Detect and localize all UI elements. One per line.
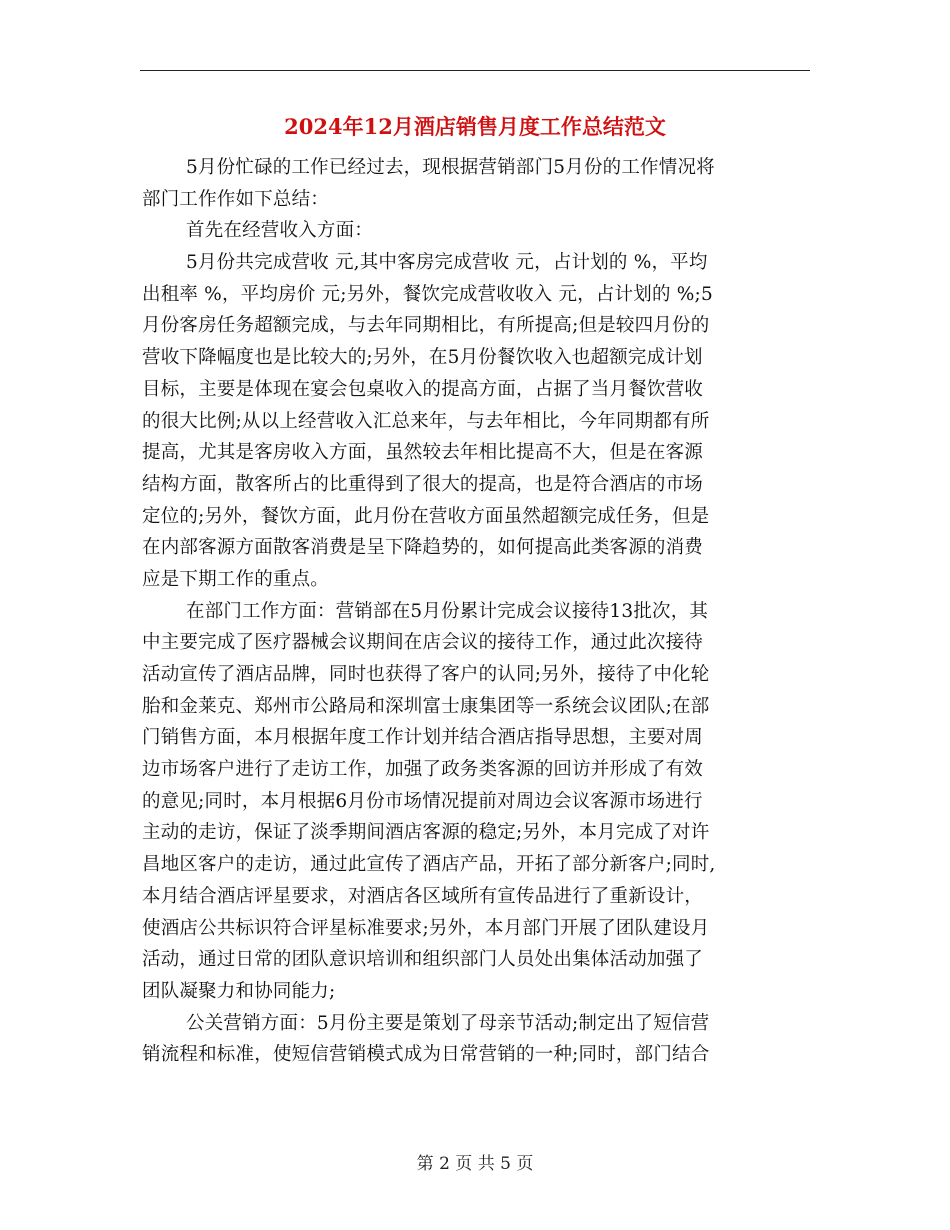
body-line: 使酒店公共标识符合评星标准要求;另外，本月部门开展了团队建设月 — [142, 917, 710, 939]
body-line: 的很大比例;从以上经营收入汇总来年，与去年相比，今年同期都有所 — [142, 410, 710, 432]
body-line: 活动，通过日常的团队意识培训和组织部门人员处出集体活动加强了 — [142, 949, 704, 971]
body-line: 月份客房任务超额完成，与去年同期相比，有所提高;但是较四月份的 — [142, 315, 710, 337]
page-number-footer: 第 2 页 共 5 页 — [416, 1154, 534, 1174]
body-line: 门销售方面，本月根据年度工作计划并结合酒店指导思想，主要对周 — [142, 727, 704, 749]
body-line: 在部门工作方面：营销部在5月份累计完成会议接待13批次，其 — [186, 600, 709, 622]
body-line: 公关营销方面：5月份主要是策划了母亲节活动;制定出了短信营 — [186, 1012, 710, 1034]
body-line: 胎和金莱克、郑州市公路局和深圳富士康集团等一系统会议团队;在部 — [142, 695, 710, 717]
body-line: 结构方面，散客所占的比重得到了很大的提高，也是符合酒店的市场 — [142, 473, 704, 495]
body-line: 销流程和标准，使短信营销模式成为日常营销的一种;同时，部门结合 — [142, 1044, 710, 1066]
section-heading: 首先在经营收入方面： — [186, 220, 374, 242]
body-line: 本月结合酒店评星要求，对酒店各区域所有宣传品进行了重新设计， — [142, 885, 704, 907]
body-line: 5月份忙碌的工作已经过去，现根据营销部门5月份的工作情况将 — [186, 157, 715, 178]
body-line: 中主要完成了医疗器械会议期间在店会议的接待工作，通过此次接待 — [142, 632, 704, 654]
body-line: 团队凝聚力和协同能力; — [142, 980, 336, 1002]
body-line: 在内部客源方面散客消费是呈下降趋势的，如何提高此类客源的消费 — [142, 537, 704, 559]
body-line: 定位的;另外，餐饮方面，此月份在营收方面虽然超额完成任务，但是 — [142, 505, 710, 527]
document-title: 2024年12月酒店销售月度工作总结范文 — [284, 114, 666, 139]
body-line: 昌地区客户的走访，通过此宣传了酒店产品，开拓了部分新客户;同时, — [142, 854, 716, 876]
body-line: 出租率 %，平均房价 元;另外，餐饮完成营收收入 元，占计划的 %;5 — [142, 283, 713, 305]
body-line: 活动宣传了酒店品牌，同时也获得了客户的认同;另外，接待了中化轮 — [142, 664, 710, 685]
document-body — [142, 152, 810, 1071]
body-line: 主动的走访，保证了淡季期间酒店客源的稳定;另外，本月完成了对许 — [142, 822, 710, 844]
body-line: 部门工作作如下总结： — [142, 188, 330, 210]
header-rule — [140, 70, 810, 71]
body-line: 5月份共完成营收 元,其中客房完成营收 元，占计划的 %，平均 — [186, 252, 708, 274]
body-line: 目标，主要是体现在宴会包桌收入的提高方面，占据了当月餐饮营收 — [142, 378, 704, 400]
body-line: 的意见;同时，本月根据6月份市场情况提前对周边会议客源市场进行 — [142, 790, 703, 812]
body-line: 提高，尤其是客房收入方面，虽然较去年相比提高不大，但是在客源 — [142, 442, 704, 464]
body-line: 应是下期工作的重点。 — [142, 568, 330, 590]
body-line: 边市场客户进行了走访工作，加强了政务类客源的回访并形成了有效 — [142, 759, 704, 781]
body-line: 营收下降幅度也是比较大的;另外，在5月份餐饮收入也超额完成计划 — [142, 347, 703, 369]
